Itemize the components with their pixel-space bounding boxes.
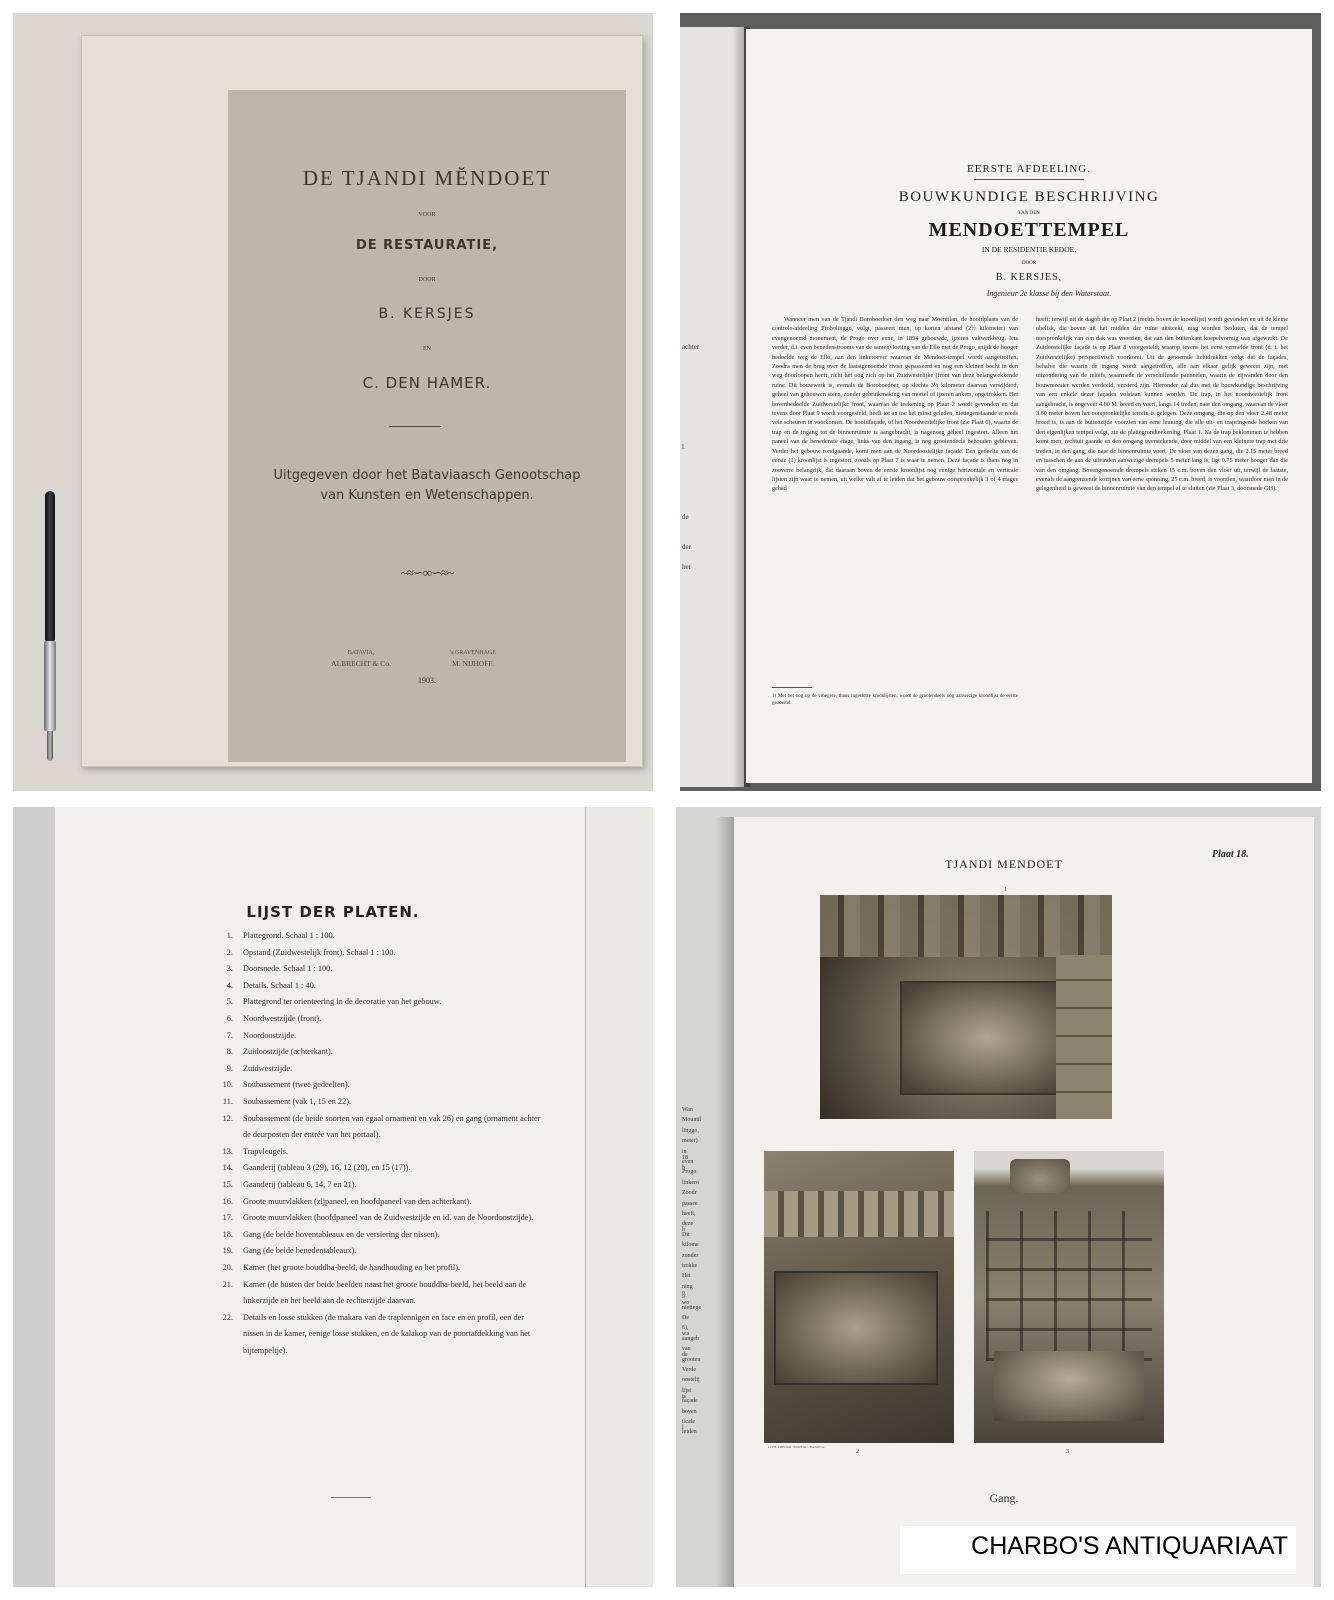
pen — [43, 491, 57, 766]
cover-en: EN — [423, 346, 431, 352]
plate-list-item — [222, 1096, 352, 1108]
plate-number: 1. — [226, 931, 233, 940]
part-heading: EERSTE AFDEELING. — [967, 163, 1091, 175]
left-edge-fragment: Het — [682, 1273, 691, 1280]
plate-description: de deurposten der entrée van het portaal). — [243, 1130, 381, 1140]
plate-number: 4. — [226, 980, 233, 990]
plate-number: 11. — [222, 1097, 233, 1106]
plate-description: Gaanderij (tableau 6, 14, 7 en 21). — [243, 1180, 357, 1189]
left-edge-fragment: linkero — [682, 1179, 699, 1186]
plate-number: 21. — [222, 1279, 233, 1289]
plate-list-item — [243, 1328, 530, 1340]
plate-list-item — [222, 1312, 525, 1324]
plate-number: 12. — [222, 1113, 233, 1123]
relief-3-lattice — [986, 1211, 1152, 1361]
plate-description: Plattegrond. Schaal 1 : 100. — [243, 931, 335, 940]
plate-description: Details en losse stukken (de makara van de traplennigen en face en en profil, een der — [243, 1312, 525, 1322]
photo-first-page — [680, 13, 1321, 791]
cover-publisher-line2: van Kunsten en Wetenschappen. — [320, 488, 534, 503]
imprint-right-publisher: M. NIJHOFF. — [452, 659, 494, 668]
plate-number: 15. — [222, 1180, 233, 1189]
left-margin-word-1: achter — [682, 343, 700, 351]
left-edge-fragment: 6), wa — [682, 1325, 689, 1338]
plate-list-item — [222, 1146, 289, 1158]
author-line: B. KERSJES, — [995, 272, 1063, 283]
door-line: DOOR — [1021, 261, 1037, 266]
pen-barrel — [44, 641, 56, 731]
plate-description: Groote muurvlakken (zijpaneel, en hoofdpaneel van den achterkant). — [243, 1196, 472, 1206]
cover-title: DE TJANDI MĔNDOET — [302, 166, 552, 190]
relief-3-top-ornament — [1010, 1159, 1070, 1193]
left-edge-fragment: Progo — [682, 1169, 697, 1176]
plate-description: Details. Schaal 1 : 40. — [243, 980, 316, 990]
plate-list-item — [222, 1179, 357, 1191]
plate-header: TJANDI MENDOET — [945, 857, 1063, 871]
plate-page — [734, 817, 1314, 1587]
plate-number: 2. — [226, 947, 233, 957]
plate-list-item — [222, 1212, 534, 1224]
left-edge-fragment: oostelij — [682, 1377, 700, 1384]
photo-book-cover — [13, 13, 653, 791]
plate-number: 22. — [222, 1312, 233, 1322]
left-edge-fragment: Zoodr — [682, 1190, 697, 1197]
relief-2-cornice — [764, 1191, 954, 1237]
plate-description: Plattegrond ter orienteering in de decoratie van het gebouw. — [243, 997, 442, 1007]
plate-description: Soubassement (twee gedeelten). — [243, 1080, 350, 1090]
plate-list-item — [243, 1295, 416, 1307]
plate-number: 14. — [222, 1163, 233, 1173]
plate-number: 13. — [222, 1146, 233, 1156]
left-edge-fragment: Verde — [682, 1367, 696, 1373]
plate-description: Gang (de beide boventableaux en de versiering der nissen). — [243, 1229, 440, 1239]
relief-photo-2 — [764, 1151, 954, 1443]
cover-label — [228, 90, 626, 762]
text-column-left: Wanneer men van de Tjandi Boroboedoer den weg naar Moentilan, de hoofdplaats van de controle-afdeeling Probolinggo, volgt, passeert men, op korten afstand (2½ kilometer) van evengenoemd monument, de Progo over eene, in 1894 gebouwde, ijzeren vakwerkbrug. Iets verder, d.i. even benedenstrooms van de samenvloeiing van de Ello met de Progo, snijdt de hooger bedoelde weg de Ello, aan den linkeroever waarvan de Mendoet-tempel wordt aangetroffen. Zoodra men de brug over de laatstgenoemde rivier gepasseerd en nog een kleinen bocht in den weg doorloopen heeft, richt het oog zich op het Zuidwestelijke (front van deze belangwekkende ruïne. Dit bouwwerk is, evenals de Boroboedoer, op slechts 3½ kilometer daarvan verwijderd, geheel van gehouwen steen, zonder gebruikmaking van mortel of ijzeren ankers, opgetrokken. Het bovenbedoelde Zuidwestelijke front, waarvan de teekening op Plaat 2 wordt gevonden en dat tevens door Plaat 9 wordt voorgesteld, heeft tot an toe het minst geleden, niettegenstaande er reeds vele scheuren in voorkomen. De hoofdfaçade, of het Noordwestelijke front (zie Plaat 6), waarin de trap en de ingang tot de binnenruimte is aangebracht, is nagenoeg geheel ingestort. Alleen het paneel van de benedenste étage, links van den ingang, is nog grootendeels behouden gebleven. Verder het gebouw rondgaande, komt men aan de Noordoostelijke façade. Een gedeelte van de eerste (1) kroonlijst is ingestort, zooals op Plaat 7 is waar te nemen. Deze façade is thans nog in zooverre belangrijk, dat daaraan boven de eerste kroonlijst nog eenige horizontale en verticale lijsten zijn waar te nemen, uit welke valt af te leiden dat het gebouw oorspronkelijk 3 of 4 étages gehad — [772, 316, 1018, 493]
plate-list-item — [222, 1079, 350, 1091]
left-edge-fragment: meter) — [682, 1138, 698, 1145]
plate-list-item — [222, 1162, 411, 1174]
left-edge-fragment: 9 wo — [682, 1294, 690, 1307]
plate-number: 17. — [222, 1213, 233, 1223]
left-edge-fragment: ticale l — [682, 1419, 695, 1431]
relief-2-panel — [774, 1271, 938, 1385]
plate-list-item — [226, 980, 316, 992]
left-edge-fragment: grooten — [682, 1356, 701, 1363]
left-edge-fragment: De — [682, 1315, 689, 1321]
left-edge-fragment: heeft, — [682, 1211, 696, 1217]
left-edge-fragment: Wan — [682, 1107, 693, 1113]
plate-number: 18. — [222, 1229, 233, 1239]
plate-description: linkerzijde en het beeld aan de rechterzijde daarvan. — [243, 1296, 416, 1306]
photo-list-of-plates — [13, 807, 653, 1587]
plate-list-item — [243, 1345, 287, 1357]
plate-list-item — [222, 1262, 461, 1274]
plate-description: Noordwestzijde (front). — [243, 1014, 322, 1023]
cover-rule — [389, 426, 441, 427]
relief-3-figures — [994, 1351, 1144, 1421]
imprint-left-city: BATAVIA, — [347, 650, 375, 656]
plate-list-item — [226, 930, 335, 942]
watermark: CHARBO'S ANTIQUARIAAT — [971, 1532, 1288, 1560]
part-rule — [974, 179, 1084, 180]
left-edge-fragment: van de — [682, 1346, 691, 1359]
relief-1-right-wall — [1056, 955, 1112, 1119]
plate-list-item — [226, 1046, 333, 1058]
main-heading: BOUWKUNDIGE BESCHRIJVING — [898, 189, 1160, 205]
cover-ornament: ~≈∽∞∽≈~ — [400, 565, 454, 580]
author-title: Ingenieur 2e klasse bij den Waterstaat. — [986, 289, 1112, 298]
fig1-label: 1 — [1004, 887, 1007, 893]
plate-description: Zuidwestzijde. — [243, 1063, 293, 1073]
cover-door: DOOR — [418, 277, 436, 283]
cover-imprint-left — [316, 650, 406, 668]
plate-description: Zuidoostzijde (achterkant). — [243, 1047, 333, 1057]
cover-author2: C. DEN HAMER. — [362, 374, 492, 392]
left-edge-fragment: Mountil — [682, 1117, 702, 1124]
first-page — [746, 29, 1312, 783]
plate-number: 9. — [226, 1063, 233, 1073]
plate-description: bijtempeltje). — [243, 1346, 288, 1355]
left-margin-word-5: het — [682, 563, 691, 571]
list-title: LIJST DER PLATEN. — [246, 903, 420, 921]
cover-imprint-right — [428, 650, 518, 668]
cover-publisher-line1: Uitgegeven door het Bataviaasch Genootschap — [273, 468, 581, 483]
plate-list-item — [222, 1279, 527, 1291]
left-edge-fragment: lijst is — [682, 1387, 692, 1400]
plate-description: Doorsnede. Schaal 1 : 100. — [243, 964, 333, 974]
plate-list-item — [222, 1245, 357, 1257]
plate-description: nissen in de kamer, eenige losse stukken, en de kalakop van de poortafdekking van het — [243, 1329, 531, 1339]
plate-description: Gang (de beide benedentableaux). — [243, 1246, 357, 1256]
cover-voor: VOOR — [418, 212, 436, 218]
plate-list-item — [243, 1129, 381, 1141]
left-edge-fragment: kilome — [682, 1242, 699, 1249]
relief-1-panel — [900, 981, 1074, 1095]
plate-description: Soubassement (vak 1, 15 en 22). — [243, 1097, 352, 1106]
cover-year: 1903. — [418, 676, 436, 685]
left-edge-fragment: linggo, — [682, 1127, 699, 1134]
plate-list-item — [222, 1229, 440, 1241]
book-cover — [81, 35, 643, 767]
plate-number: 10. — [222, 1080, 233, 1090]
imprint-right-city: 's GRAVENHAGE — [450, 650, 496, 656]
plate-list-item — [222, 1196, 472, 1208]
lithographer-credit: LITH. TOPOGR. BUREAU, BATAVIA. — [768, 1445, 825, 1449]
left-margin-word-3: de — [682, 513, 689, 521]
plate-list-item — [226, 996, 442, 1008]
right-page-strip — [585, 807, 653, 1587]
plate-description: Noordoostzijde. — [243, 1030, 297, 1040]
fig2-label: 2 — [856, 1449, 859, 1455]
left-edge-fragment: aangeb — [682, 1335, 699, 1342]
plate-description: Opstand (Zuidwestelijk front). Schaal 1 : 100. — [243, 947, 396, 957]
left-edge-fragment: in 18 — [682, 1148, 688, 1161]
temple-name: MENDOETTEMPEL — [928, 219, 1130, 241]
plate-number: 8. — [226, 1047, 233, 1057]
relief-1-frieze — [820, 895, 1112, 957]
plate-number: 6. — [226, 1014, 233, 1023]
left-edge-fragment: niettege — [682, 1304, 701, 1311]
plate-list-item — [226, 947, 396, 959]
left-margin-word-4: der — [682, 543, 691, 551]
plate-list-item — [226, 1063, 293, 1075]
pen-tip — [47, 731, 53, 761]
plate-description: Trapvleugels. — [243, 1146, 289, 1156]
left-edge-fragment: façade — [682, 1398, 698, 1405]
relief-photo-3 — [974, 1151, 1164, 1443]
footnote-rule — [772, 687, 812, 688]
residency-line: IN DE RESIDENTIE KEDOE, — [981, 245, 1077, 254]
left-edge-fragment: passee — [682, 1200, 698, 1207]
footnote: 1) Met het oog op de vroegere, thans ingestorte kroonlijsten, wordt de grootendeels nog aanwezige kroonlijst de eerste genoemd. — [772, 694, 1018, 706]
left-edge-fragment: trokke — [682, 1263, 698, 1269]
left-edge-fragment: leiden — [682, 1429, 697, 1436]
van-den: VAN DEN — [1018, 211, 1040, 216]
left-margin-word-2: l. — [682, 443, 686, 451]
left-edge-fragment: boven — [682, 1408, 697, 1415]
cover-author1: B. KERSJES — [378, 306, 476, 322]
pen-clip — [45, 491, 55, 641]
left-edge-fragment: zonder — [682, 1252, 699, 1259]
plate-description: Gaanderij (tableau 3 (29), 16, 12 (20), en 15 (17)). — [243, 1163, 411, 1173]
plate-list-item — [222, 1113, 541, 1125]
cover-subtitle: DE RESTAURATIE, — [355, 238, 499, 253]
plate-number: 16. — [222, 1196, 233, 1206]
left-edge-fragment: Dit — [682, 1231, 690, 1238]
plate-number: 7. — [226, 1030, 233, 1040]
imprint-left-publisher: ALBRECHT & Co. — [331, 659, 391, 668]
left-edge-fragment: ning o — [682, 1283, 693, 1296]
text-column-right: heeft; terwijl uit de dagob die op Plaat 2 (rechts boven de kroonlijst) wordt gevonden en uit de kleine obelisk, die boven uit het midden der ruïne uitsteekt, mag worden besloten, dat de tempel oorspronkelijk van een dak was voorzien, dat aan den buitenkant koepelvormig was afgewerkt. De Zuidoostelijke façade is op Plaat 8 voorgesteld; waarop tevens het eerst vermelde front (d. i. het Zuidwestelijke) perspectivisch voorkomt. Uit de genoemde lichtdrukken volgt dat de façades, behalve die waarin de ingang wordt aangetroffen, alle aan elkaar gelijk geweest zijn, met uitzondering van de reliefs, waarmede de verschillende panneelen, waarin de zijwanden door den bouwmeester werden verdeeld, versierd zijn. Hieronder zal dus met de bouwkundige beschrijving van een enkele dezer façades volstaan kunnen worden. De trap, in het noordwestelijk front aangebracht, is ongeveer 4.80 M. breed en voert, langs 14 treden, naar den omgang, waarvan de vloer 3.60 meter boven het oorspronkelijke terrein is gelegen. Deze omgang, die op den vloer 2.48 meter breed is, is aan de buitenzijde voorzien van eene leuning, die alle uit- en inspringende hoeken van den eigenlijken tempel volgt, zie de plattegrondteekening, Plaat 1. Na de trap beklommen te hebben komt men, rechtuit gaande en den omgang overstekende, door middel van een kleinere trap met drie treden, in den gang, die naar de binnenruimte voert. De vloer van dezen gang, die 2.15 meter breed en tusschen de aan de uiteinden aanwezige drempels 5 meter lang is, ligt 0.75 meter hooger dan die van den omgang. Bovengenoemde drempels steken 15 c.m. boven den vloer uit, terwijl de laatste, evenals de aangrenzende kozijnen van eene sponning, 25 c.m. breed, is voorzien, waardoor men in de gelegenheid is geweest de binnenruimte van den tempel af te sluiten (zie Plaat 3, doorsnede GH). — [1036, 316, 1288, 493]
left-edge-fragment: even b — [682, 1159, 694, 1171]
photo-plate-18 — [676, 807, 1321, 1587]
plate-number: 5. — [226, 997, 233, 1007]
plate-caption: Gang. — [989, 1491, 1019, 1505]
list-end-rule — [331, 1497, 371, 1498]
plate-list-item — [226, 1013, 322, 1025]
left-edge-fragment: deze b — [682, 1221, 693, 1234]
plate-number: Plaat 18. — [1212, 849, 1249, 860]
plate-list-item — [226, 1030, 297, 1042]
plate-number: 19. — [222, 1246, 233, 1256]
plate-description: Kamer (de busten der beide beelden naast het groote bouddha-beeld, het beeld aan de — [243, 1279, 527, 1289]
plate-list-item — [226, 963, 333, 975]
fig3-label: 3 — [1066, 1449, 1069, 1455]
plate-number: 20. — [222, 1263, 233, 1272]
relief-photo-1 — [820, 895, 1112, 1119]
plate-number: 3. — [226, 964, 233, 974]
plate-description: Soubassement (de beide soorten van egaal ornament en vak 26) en gang (ornament achter — [243, 1113, 541, 1123]
plate-description: Kamer (het groote bouddha-beeld, de handhouding en het profil). — [243, 1263, 461, 1272]
plate-description: Groote muurvlakken (hoofdpaneel van de Zuidwestzijde en id. van de Noordoostzijde). — [243, 1213, 534, 1223]
